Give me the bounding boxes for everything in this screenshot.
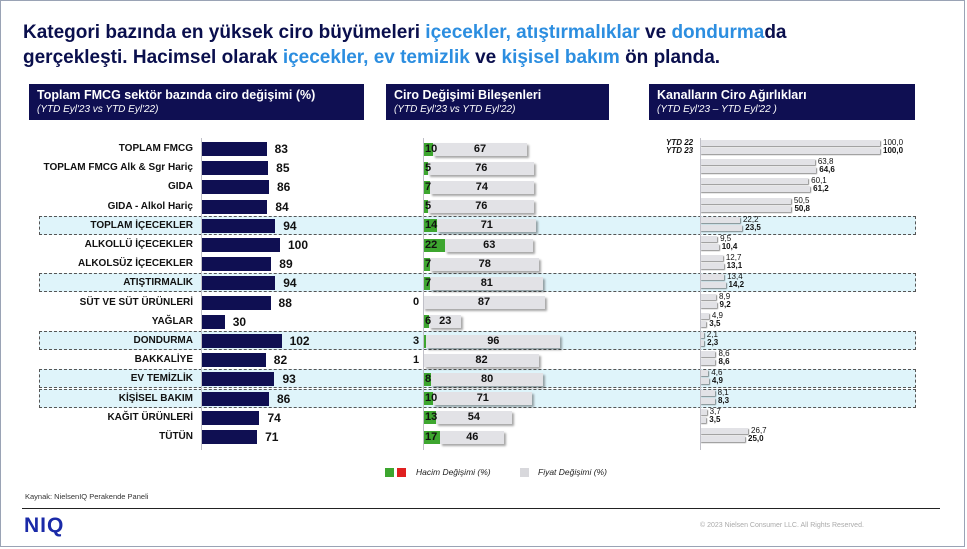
legend-volume-green-swatch [385, 468, 394, 477]
legend-price-label: Fiyat Değişimi (%) [538, 467, 607, 477]
price-value: 96 [487, 334, 500, 347]
channel-value-ytd22: 60,1 [811, 176, 827, 186]
channel-value-ytd23: 100,0 [883, 146, 904, 155]
channel-bar-ytd23 [700, 167, 816, 173]
ciro-value: 84 [275, 199, 289, 214]
ciro-bar [201, 142, 267, 156]
price-value: 46 [466, 430, 479, 443]
channel-value-ytd22: 22,2 [742, 214, 759, 224]
ciro-value: 74 [267, 410, 281, 425]
axis-line-kanal [700, 138, 701, 450]
volume-value: 6 [425, 315, 432, 328]
channel-bar-ytd23 [700, 148, 880, 154]
channel-bar-ytd22 [700, 178, 808, 184]
channel-value-ytd22: 12,7 [725, 253, 742, 263]
category-label: DONDURMA [133, 335, 193, 346]
channel-value-ytd23: 9,2 [719, 299, 731, 309]
channel-value-ytd22: 26,7 [751, 426, 767, 435]
channel-value-ytd22: 9,5 [720, 234, 732, 243]
category-label: KAĞIT ÜRÜNLERİ [107, 411, 193, 423]
category-label: TOPLAM FMCG Alk & Sgr Hariç [43, 162, 193, 174]
price-value: 82 [475, 353, 488, 366]
ciro-value: 71 [265, 430, 279, 444]
channel-bar-ytd23 [700, 263, 724, 269]
ciro-bar [201, 276, 275, 290]
channel-bar-ytd23 [700, 302, 717, 308]
category-label: EV TEMİZLİK [130, 373, 193, 385]
price-value: 87 [477, 296, 491, 309]
channel-bar-ytd22 [700, 255, 723, 261]
volume-value: 13 [425, 411, 438, 424]
price-value: 63 [483, 238, 496, 251]
volume-value: 10 [425, 142, 438, 155]
headline-highlight: içecekler, atıştırmalıklar [425, 22, 640, 43]
headline-line-1 [23, 22, 787, 44]
legend-volume-red-swatch [397, 468, 406, 477]
legend-price-swatch [520, 468, 529, 477]
channel-value-ytd22: 50,5 [793, 195, 810, 205]
channel-value-ytd22: 4,9 [711, 310, 723, 320]
channel-bar-ytd22 [700, 236, 717, 242]
headline-text: da [764, 22, 787, 43]
ciro-value: 89 [279, 257, 293, 272]
volume-value: 14 [425, 219, 438, 232]
headline-text: ön planda. [619, 47, 721, 68]
channel-bar-ytd23 [700, 282, 726, 288]
series-label-ytd23: YTD 23 [666, 146, 694, 155]
channel-bar-ytd22 [700, 198, 791, 204]
channel-value-ytd23: 8,6 [718, 357, 730, 367]
axis-line-ciro [201, 138, 202, 450]
price-value: 76 [475, 200, 488, 213]
channel-bar-ytd23 [700, 378, 709, 384]
panel-title: Kanalların Ciro Ağırlıkları [657, 88, 807, 102]
channel-bar-ytd22 [700, 390, 715, 396]
channel-value-ytd22: 2,1 [706, 330, 718, 339]
channel-value-ytd22: 4,6 [711, 368, 723, 378]
channel-value-ytd23: 61,2 [813, 184, 829, 194]
channel-bar-ytd23 [700, 436, 745, 442]
category-label: TOPLAM FMCG [118, 143, 193, 154]
channel-bar-ytd23 [700, 186, 810, 192]
channel-bar-ytd22 [700, 140, 880, 146]
legend-volume-label: Hacim Değişimi (%) [416, 467, 491, 477]
price-value: 78 [478, 257, 491, 270]
channel-value-ytd23: 10,4 [721, 242, 738, 251]
ciro-value: 86 [276, 180, 291, 195]
category-label: SÜT VE SÜT ÜRÜNLERİ [79, 296, 193, 308]
panel-title: Toplam FMCG sektör bazında ciro değişimi (%) [37, 88, 316, 102]
channel-value-ytd23: 23,5 [745, 222, 761, 232]
ciro-value: 94 [283, 276, 297, 291]
source-note: Kaynak: NielsenIQ Perakende Paneli [25, 492, 149, 501]
channel-bar-ytd23 [700, 398, 715, 404]
ciro-value: 93 [282, 372, 296, 387]
panel-header-ciro-degisimi [29, 84, 364, 120]
copyright-text: © 2023 Nielsen Consumer LLC. All Rights Reserved. [700, 522, 864, 529]
footer-divider [22, 508, 940, 509]
price-value: 76 [475, 161, 488, 174]
volume-value: 7 [425, 257, 432, 270]
category-label: TÜTÜN [159, 431, 193, 442]
panel-header-ciro-bilesenleri [386, 84, 609, 120]
price-value: 71 [476, 392, 489, 405]
category-label: YAĞLAR [151, 315, 193, 327]
volume-value: 10 [425, 392, 438, 405]
axis-line-bilesen [423, 138, 424, 450]
ciro-value: 86 [276, 391, 291, 406]
channel-bar-ytd22 [700, 274, 724, 280]
channel-value-ytd22: 8,6 [718, 349, 730, 359]
ciro-bar [201, 334, 282, 348]
channel-bar-ytd23 [700, 206, 791, 212]
price-value: 23 [439, 315, 452, 328]
panel-header-kanal-agirliklari [649, 84, 915, 120]
channel-value-ytd23: 25,0 [748, 434, 764, 443]
panel-subtitle: (YTD Eyl'23 vs YTD Eyl'22) [37, 104, 159, 115]
headline-highlight: içecekler, ev temizlik [282, 47, 470, 68]
ciro-value: 102 [289, 334, 310, 348]
category-label: GIDA [168, 181, 193, 193]
channel-value-ytd23: 4,9 [711, 376, 723, 386]
ciro-value: 82 [273, 353, 288, 368]
channel-bar-ytd22 [700, 313, 709, 319]
ciro-value: 30 [232, 314, 247, 329]
category-label: GIDA - Alkol Hariç [107, 200, 193, 212]
channel-value-ytd23: 3,5 [709, 318, 721, 328]
volume-value: 8 [425, 372, 432, 385]
channel-bar-ytd22 [700, 428, 748, 434]
headline-highlight: dondurma [671, 22, 765, 43]
ciro-bar [201, 257, 271, 271]
ciro-bar [201, 353, 266, 367]
price-value: 74 [475, 180, 489, 193]
channel-value-ytd22: 100,0 [883, 138, 904, 147]
channel-value-ytd23: 13,1 [726, 261, 743, 271]
headline-text: gerçekleşti. Hacimsel olarak [23, 47, 283, 68]
category-label: TOPLAM İÇECEKLER [90, 219, 193, 231]
ciro-value: 94 [283, 218, 297, 233]
channel-value-ytd23: 8,3 [717, 395, 730, 405]
niq-logo: NIQ [24, 514, 65, 537]
ciro-value: 85 [276, 161, 290, 176]
channel-value-ytd22: 8,9 [719, 291, 731, 301]
category-label: ATIŞTIRMALIK [123, 277, 193, 289]
ciro-bar [201, 296, 271, 310]
ciro-bar [201, 430, 257, 444]
ciro-bar [201, 200, 267, 214]
ciro-bar [201, 219, 275, 233]
panel-title: Ciro Değişimi Bileşenleri [394, 88, 542, 102]
channel-bar-ytd22 [700, 294, 716, 300]
channel-bar-ytd22 [700, 351, 715, 357]
channel-bar-ytd22 [700, 159, 815, 165]
volume-value: 0 [413, 296, 420, 309]
ciro-bar [201, 392, 269, 406]
headline-text: Kategori bazında en yüksek ciro büyümeleri [23, 22, 426, 43]
volume-value: 3 [413, 334, 420, 347]
series-label-ytd22: YTD 22 [666, 138, 694, 147]
volume-value: 17 [425, 430, 438, 443]
channel-value-ytd23: 3,5 [709, 414, 721, 424]
ciro-value: 88 [278, 295, 292, 310]
headline-line-2 [23, 47, 720, 69]
ciro-value: 83 [274, 142, 288, 156]
channel-bar-ytd23 [700, 359, 715, 365]
price-value: 80 [481, 372, 494, 385]
channel-value-ytd22: 13,4 [727, 272, 743, 282]
ciro-bar [201, 372, 274, 386]
category-label: ALKOLSÜZ İÇECEKLER [78, 258, 193, 270]
category-label: ALKOLLÜ İÇECEKLER [84, 239, 193, 250]
price-value: 81 [480, 276, 493, 289]
channel-bar-ytd23 [700, 244, 719, 250]
headline-text: ve [639, 22, 672, 43]
panel-subtitle: (YTD Eyl'23 vs YTD Eyl'22) [394, 104, 516, 115]
ciro-bar [201, 411, 259, 425]
category-label: KİŞİSEL BAKIM [118, 392, 193, 404]
channel-value-ytd23: 64,6 [819, 165, 835, 175]
channel-value-ytd23: 50,8 [794, 203, 811, 213]
channel-value-ytd22: 3,7 [709, 406, 721, 416]
ciro-bar [201, 180, 269, 194]
price-value: 71 [480, 219, 493, 232]
ciro-bar [201, 161, 268, 175]
volume-value: 7 [425, 276, 432, 289]
price-value: 67 [473, 142, 487, 155]
volume-value: 5 [425, 161, 432, 174]
ciro-bar [201, 315, 225, 329]
price-value: 54 [467, 411, 481, 424]
panel-subtitle: (YTD Eyl'23 – YTD Eyl'22 ) [657, 104, 777, 115]
channel-bar-ytd22 [700, 217, 740, 223]
channel-value-ytd23: 14,2 [728, 280, 745, 290]
category-label: BAKKALİYE [134, 354, 193, 366]
channel-value-ytd23: 2,3 [707, 338, 719, 347]
channel-value-ytd22: 8,1 [717, 387, 729, 397]
ciro-bar [201, 238, 280, 252]
headline-text: ve [469, 47, 502, 68]
ciro-value: 100 [288, 238, 309, 252]
volume-value: 5 [425, 200, 432, 213]
volume-value: 7 [425, 180, 432, 193]
channel-bar-ytd22 [700, 370, 708, 376]
channel-bar-ytd23 [700, 225, 742, 231]
volume-value: 22 [425, 238, 438, 251]
headline-highlight: kişisel bakım [501, 47, 620, 68]
channel-value-ytd22: 63,8 [817, 157, 834, 167]
volume-value: 1 [413, 353, 420, 366]
